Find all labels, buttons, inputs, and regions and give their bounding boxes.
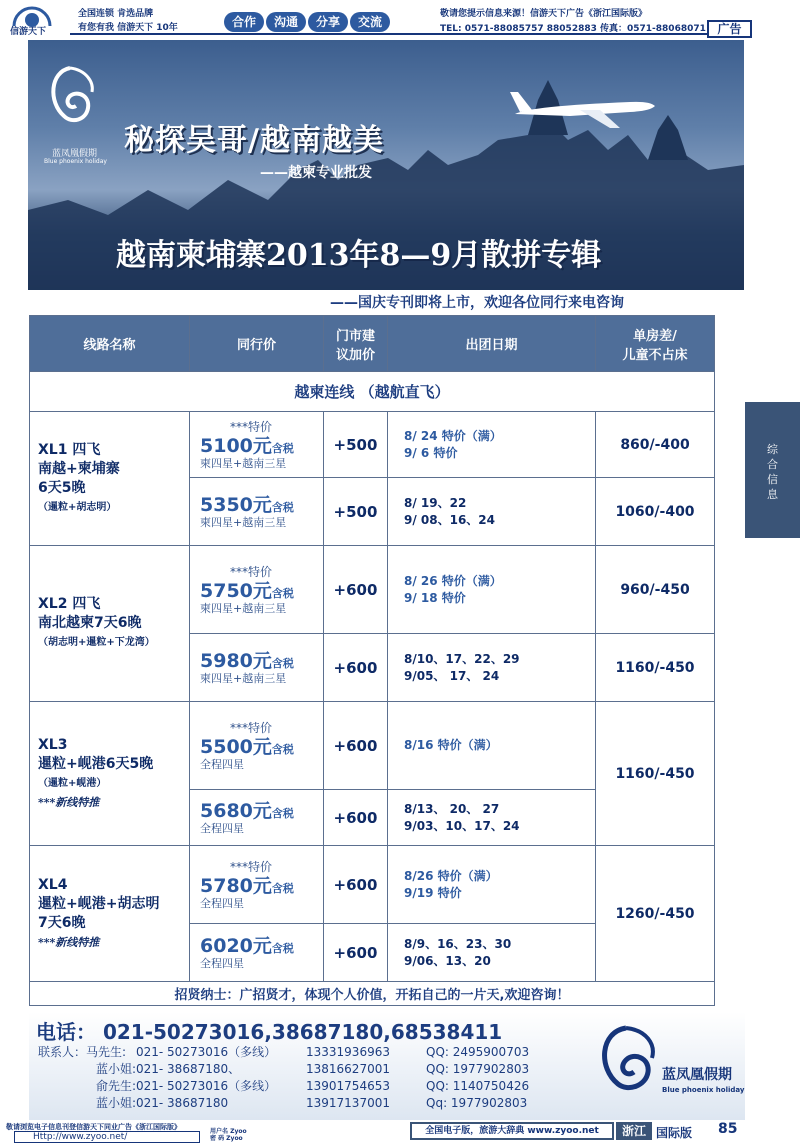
special-label: ***特价 — [230, 419, 273, 434]
date-line: 9/06、13、20 — [404, 953, 491, 968]
route-note: （胡志明+暹粒+下龙湾） — [38, 637, 155, 648]
col-header-price: 同行价 — [190, 316, 324, 372]
contact-tel: 021- 50273016（多线） — [136, 1045, 277, 1059]
banner-subtitle: ——越柬专业批发 — [260, 165, 372, 181]
footer-edition-note: 全国电子版，旅游大辞典 www.zyoo.net — [410, 1122, 614, 1140]
contact-mobile: 13331936963 — [306, 1045, 390, 1059]
hotel-star: 柬四星+越南三星 — [200, 601, 287, 615]
phone-numbers: 电话： 021-50273016,38687180,68538411 — [36, 1020, 503, 1044]
table-header-row — [30, 316, 715, 372]
price-cell — [190, 634, 324, 702]
price-cell — [190, 790, 324, 846]
departure-dates — [388, 412, 596, 478]
date-line: 9/03、10、17、24 — [404, 818, 520, 833]
slogan: ——国庆专刊即将上市，欢迎各位同行来电咨询 — [330, 295, 624, 311]
departure-dates — [388, 924, 596, 982]
tagline-1: 全国连锁 肯选品牌 — [78, 9, 154, 19]
sidebar-tab — [745, 402, 800, 538]
hotel-star: 全程四星 — [200, 821, 244, 835]
price-value: 5100元 — [200, 434, 272, 457]
date-line: 9/05、 17、 24 — [404, 668, 500, 683]
recruit-banner: 招贤纳士：广招贤才，体现个人价值，开拓自己的一片天,欢迎咨询！ — [30, 982, 715, 1006]
route-line: 6天5晚 — [38, 479, 86, 496]
tax-label: 含税 — [271, 881, 294, 895]
sidebar-char: 合 — [767, 458, 778, 471]
brand-logo-name: 蓝凤凰假期 — [662, 1067, 732, 1083]
hotel-star: 全程四星 — [200, 896, 244, 910]
markup-value: +500 — [324, 412, 388, 478]
route-line: 南北越柬7天6晚 — [38, 615, 142, 631]
route-note: （暹粒+胡志明） — [38, 501, 117, 513]
price-cell — [190, 478, 324, 546]
special-label: ***特价 — [230, 859, 273, 874]
contact-name: 蓝小姐: — [96, 1096, 137, 1110]
phoenix-logo-icon — [42, 62, 98, 146]
date-line: 8/ 26 特价（满） — [404, 573, 502, 588]
section-title: 越柬连线 （越航直飞） — [30, 372, 715, 412]
pill-share: 分享 — [308, 12, 348, 32]
sidebar-char: 息 — [767, 488, 778, 501]
departure-dates — [388, 478, 596, 546]
route-xl4 — [30, 846, 190, 982]
banner-title: 秘探吴哥/越南越美 — [124, 123, 384, 158]
pill-cooperate: 合作 — [224, 12, 264, 32]
contact-tel: 021- 38687180、 — [136, 1062, 241, 1076]
sidebar-char: 综 — [767, 443, 778, 456]
pill-communicate: 沟通 — [266, 12, 306, 32]
table-row — [30, 546, 715, 634]
new-route-badge: ***新线特推 — [38, 795, 100, 809]
markup-line-1: 门市建 — [335, 328, 375, 344]
hotel-star: 柬四星+越南三星 — [200, 456, 287, 470]
single-diff: 1060/-400 — [596, 478, 715, 546]
airplane-icon — [510, 84, 660, 134]
special-label: ***特价 — [230, 564, 273, 579]
price-value: 5750元 — [200, 579, 272, 602]
price-value: 6020元 — [200, 934, 272, 957]
contact-qq: Qq: 1977902803 — [426, 1096, 528, 1110]
contact-tel: 021- 38687180 — [136, 1096, 229, 1110]
date-line: 9/19 特价 — [404, 885, 462, 900]
banner-logo-en: Blue phoenix holiday — [44, 158, 107, 165]
route-note: （暹粒+岘港） — [38, 777, 107, 789]
contact-mobile: 13901754653 — [306, 1079, 390, 1093]
markup-value: +600 — [324, 790, 388, 846]
banner-main-title: 越南柬埔寨2013年8—9月散拼专辑 — [116, 238, 602, 273]
price-value: 5980元 — [200, 649, 272, 672]
contact-name: 俞先生: — [96, 1079, 137, 1093]
date-line: 9/ 18 特价 — [404, 590, 466, 605]
price-cell — [190, 412, 324, 478]
single-diff: 1160/-450 — [596, 634, 715, 702]
header-tel: TEL: 0571-88085757 88052883 传真：0571-88068071 — [440, 24, 706, 34]
table-row — [30, 702, 715, 790]
contact-name: 蓝小姐: — [96, 1062, 137, 1076]
markup-value: +600 — [324, 546, 388, 634]
tax-label: 含税 — [271, 441, 294, 455]
price-cell — [190, 702, 324, 790]
hotel-star: 柬四星+越南三星 — [200, 671, 287, 685]
markup-value: +600 — [324, 634, 388, 702]
contact-name: 联系人：马先生: — [38, 1045, 127, 1059]
price-value: 5680元 — [200, 799, 272, 822]
route-line: 南越+柬埔寨 — [38, 460, 120, 477]
region-badge: 浙江 — [616, 1122, 652, 1140]
col-header-single — [596, 316, 715, 372]
single-line-1: 单房差/ — [633, 328, 677, 344]
date-line: 8/9、16、23、30 — [404, 936, 512, 951]
contact-qq: QQ: 2495900703 — [426, 1045, 530, 1059]
date-line: 8/13、 20、 27 — [404, 801, 500, 816]
markup-value: +600 — [324, 924, 388, 982]
pill-exchange: 交流 — [350, 12, 390, 32]
departure-dates — [388, 702, 596, 790]
sidebar-char: 信 — [767, 473, 778, 486]
contact-qq: QQ: 1140750426 — [426, 1079, 530, 1093]
tax-label: 含税 — [271, 586, 294, 600]
footer-note: 敬请浏览电子信息刊登信游天下同业广告《浙江国际版》 — [6, 1123, 181, 1131]
price-cell — [190, 546, 324, 634]
special-label: ***特价 — [230, 720, 273, 735]
hotel-star: 全程四星 — [200, 956, 244, 970]
price-cell — [190, 846, 324, 924]
markup-value: +600 — [324, 846, 388, 924]
date-line: 9/ 6 特价 — [404, 445, 458, 460]
route-code: XL4 — [38, 876, 68, 893]
single-diff: 1160/-450 — [596, 702, 715, 846]
date-line: 8/26 特价（满） — [404, 868, 498, 883]
contact-row — [38, 1061, 566, 1078]
date-line: 8/ 24 特价（满） — [404, 428, 502, 443]
price-table — [29, 315, 715, 1006]
contact-mobile: 13816627001 — [306, 1062, 390, 1076]
col-header-markup — [324, 316, 388, 372]
contact-qq: QQ: 1977902803 — [426, 1062, 530, 1076]
date-line: 8/16 特价（满） — [404, 738, 498, 752]
hotel-star: 全程四星 — [200, 757, 244, 771]
contact-row — [38, 1078, 566, 1095]
tax-label: 含税 — [271, 500, 294, 514]
page-number: 85 — [718, 1121, 738, 1137]
tax-label: 含税 — [271, 941, 294, 955]
table-row — [30, 412, 715, 478]
contact-list — [38, 1044, 566, 1112]
contact-row — [38, 1044, 566, 1061]
price-value: 5500元 — [200, 735, 272, 758]
source-notice: 敬请您提示信息来源！信游天下广告《浙江国际版》 — [440, 9, 648, 19]
username-label: 用户名 Zyoo — [210, 1128, 247, 1135]
route-code: XL2 四飞 — [38, 596, 101, 612]
departure-dates — [388, 546, 596, 634]
single-line-2: 儿童不占床 — [622, 347, 688, 363]
hotel-star: 柬四星+越南三星 — [200, 515, 287, 529]
price-value: 5350元 — [200, 493, 272, 516]
table-row — [30, 846, 715, 924]
phoenix-logo-icon — [590, 1022, 660, 1114]
route-xl2 — [30, 546, 190, 702]
single-diff: 960/-450 — [596, 546, 715, 634]
tagline-2: 有您有我 信游天下 10年 — [78, 23, 178, 33]
price-value: 5780元 — [200, 874, 272, 897]
edition-label: 国际版 — [656, 1126, 693, 1140]
brand-name: 信游天下 — [10, 27, 47, 37]
departure-dates — [388, 790, 596, 846]
departure-dates — [388, 846, 596, 924]
route-xl3 — [30, 702, 190, 846]
single-diff: 860/-400 — [596, 412, 715, 478]
single-diff: 1260/-450 — [596, 846, 715, 982]
route-line: 7天6晚 — [38, 914, 86, 931]
route-line: 暹粒+岘港+胡志明 — [38, 895, 160, 912]
new-route-badge: ***新线特推 — [38, 935, 100, 949]
date-line: 8/ 19、22 — [404, 495, 467, 510]
login-info — [210, 1128, 247, 1142]
ad-label: 广告 — [707, 20, 752, 38]
date-line: 9/ 08、16、24 — [404, 512, 496, 527]
brand-logo-en: Blue phoenix holiday — [662, 1086, 745, 1094]
route-line: 暹粒+岘港6天5晚 — [38, 755, 154, 772]
tax-label: 含税 — [271, 656, 294, 670]
tax-label: 含税 — [271, 742, 294, 756]
price-cell — [190, 924, 324, 982]
contact-row — [38, 1095, 566, 1112]
markup-line-2: 议加价 — [335, 347, 375, 363]
markup-value: +600 — [324, 702, 388, 790]
route-code: XL3 — [38, 736, 68, 753]
contact-tel: 021- 50273016（多线） — [136, 1079, 277, 1093]
banner — [28, 40, 744, 290]
markup-value: +500 — [324, 478, 388, 546]
password-label: 密 码 Zyoo — [210, 1135, 243, 1142]
banner-logo-name: 蓝凤凰假期 — [52, 149, 98, 159]
col-header-dates: 出团日期 — [388, 316, 596, 372]
route-code: XL1 四飞 — [38, 441, 101, 458]
site-url-link[interactable]: Http://www.zyoo.net/ — [14, 1131, 200, 1143]
departure-dates — [388, 634, 596, 702]
contact-mobile: 13917137001 — [306, 1096, 390, 1110]
date-line: 8/10、17、22、29 — [404, 651, 520, 666]
col-header-route: 线路名称 — [30, 316, 190, 372]
tax-label: 含税 — [271, 806, 294, 820]
route-xl1 — [30, 412, 190, 546]
